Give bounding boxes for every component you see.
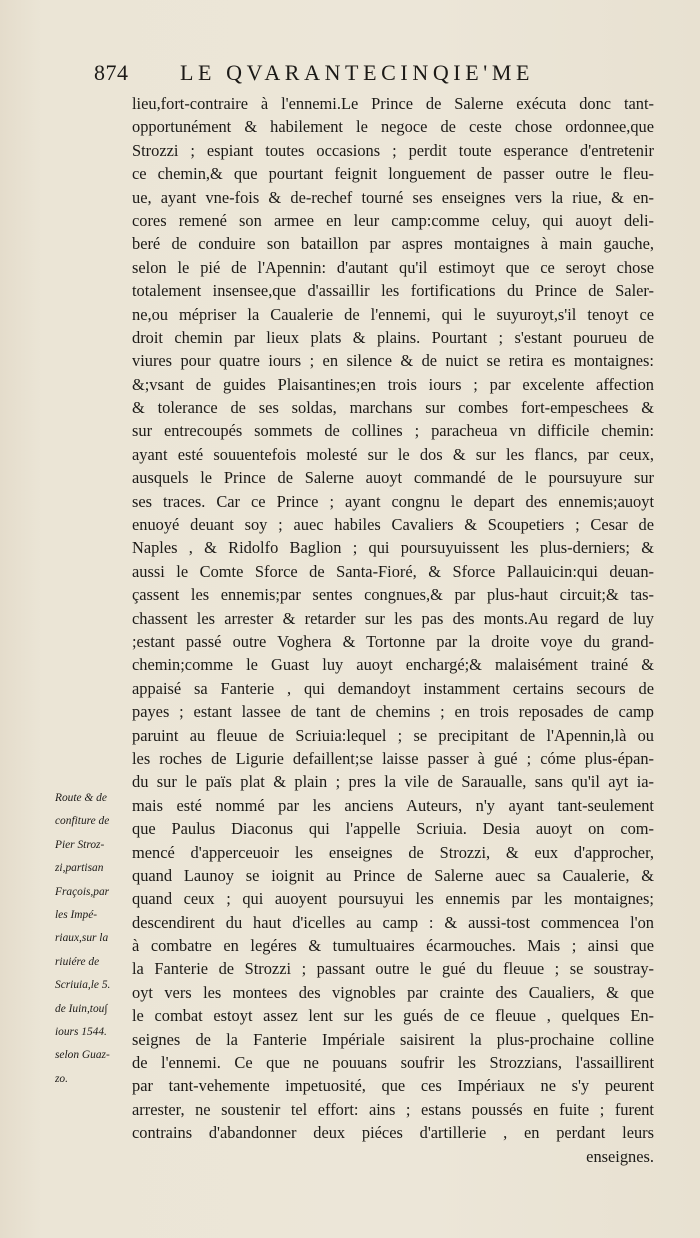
text-line: totalement insensee,que d'assaillir les fortifications du Prince de Saler-	[132, 281, 654, 301]
text-line: Strozzi ; espiant toutes occasions ; perdit toute esperance d'entretenir	[132, 140, 654, 160]
text-line: seignes de la Fanterie Impériale saisirent la plus-prochaine colline	[132, 1029, 654, 1049]
text-line: lieu,fort-contraire à l'ennemi.Le Prince de Salerne exécuta donc tant-	[132, 94, 654, 113]
text-line: chemin;comme le Guast luy auoyt enchargé;& malaisément trainé &	[132, 655, 654, 675]
text-line: ;estant passé outre Voghera & Tortonne par la droite voye du grand-	[132, 631, 654, 651]
page-number: 874	[94, 60, 129, 85]
text-line: les roches de Ligurie defaillent;se laisse passer à gué ; cóme plus-épan-	[132, 748, 654, 768]
margin-note-line: Route & de	[55, 792, 107, 804]
text-line: par tant-vehemente impetuosité, que ces Impériaux ne s'y peurent	[132, 1076, 654, 1096]
margin-note-line: Pier Stroz-	[55, 838, 105, 851]
text-line: ausquels le Prince de Salerne auoyt commandé de le poursuyure sur	[132, 468, 654, 488]
text-line: à combatre en legéres & tumultuaires écarmouches. Mais ; ainsi que	[132, 936, 654, 956]
margin-note-line: les Impé-	[55, 908, 98, 921]
margin-note-line: zi,partisan	[55, 862, 104, 875]
margin-note-line: iours 1544.	[55, 1025, 107, 1038]
text-line: quand ceux ; qui auoyent poursuyui les ennemis par les montaignes;	[132, 889, 654, 909]
text-line: enseignes.	[586, 1146, 654, 1166]
margin-note	[55, 787, 129, 1091]
margin-note-line: riaux,sur la	[55, 932, 109, 945]
text-line: le combat estoyt assez lent sur les gués de ce fleuue , quelques En-	[132, 1006, 654, 1026]
text-line: mais esté nommé par les anciens Auteurs, n'y ayant tant-seulement	[132, 795, 654, 815]
text-line: & tolerance de ses soldas, marchans sur combes fort-empeschees &	[132, 398, 654, 418]
text-line: mencé d'apperceuoir les enseignes de Strozzi, & eux d'approcher,	[132, 842, 654, 862]
text-line: arrester, ne soustenir tel effort: ains ; estans poussés en fuite ; furent	[132, 1099, 654, 1119]
page-header	[94, 60, 614, 86]
text-line: sur entrecoupés sommets de collines ; paracheua vn difficile chemin:	[132, 421, 654, 441]
text-line: ayant esté souuentefois molesté sur le dos & sur les flancs, par ceux,	[132, 444, 654, 464]
text-line: opportunément & habilement le negoce de ceste chose ordonnee,que	[132, 117, 654, 137]
text-line: çassent les ennemis;par sentes congnues,& par plus-haut circuit;& tas-	[132, 585, 654, 605]
text-line: Naples , & Ridolfo Baglion ; qui poursuyuissent les plus-derniers; &	[132, 538, 654, 558]
text-line: chassent les arrester & retarder sur les pas des monts.Au regard de luy	[132, 608, 654, 628]
text-line: beré de conduire son bataillon par aspres montaignes à main gauche,	[132, 234, 654, 254]
margin-note-line: riuiére de	[55, 955, 100, 968]
text-line: paruint au fleuue de Scriuia:lequel ; se precipitant de l'Apennin,là ou	[132, 725, 654, 745]
text-line: que Paulus Diaconus qui l'appelle Scriuia. Desia auoyt on com-	[132, 819, 654, 839]
margin-note-line: Scriuia,le 5.	[55, 979, 111, 992]
text-line: de l'ennemi. Ce que ne pouuans soufrir les Strozzians, l'assaillirent	[132, 1053, 654, 1073]
text-line: appaisé sa Fanterie , qui demandoyt instamment certains secours de	[132, 678, 654, 698]
margin-note-line: Fraçois,par	[55, 885, 110, 898]
text-line: ne,ou mépriser la Caualerie de l'ennemi, qui le suyuroyt,s'il tenoyt ce	[132, 304, 654, 324]
text-line: payes ; estant lassee de tant de chemins ; en trois reposades de camp	[132, 702, 654, 722]
text-line: la Fanterie de Strozzi ; passant outre le gué du fleuue ; se soustray-	[132, 959, 654, 979]
margin-note-line: confiture de	[55, 815, 110, 828]
text-line: viures pour quatre iours ; en silence & de nuict se retira es montaignes:	[132, 351, 654, 371]
text-line: enuoyé deuant soy ; auec habiles Cavaliers & Scoupetiers ; Cesar de	[132, 515, 654, 535]
text-line: quand Launoy se ioignit au Prince de Salerne auec sa Caualerie, &	[132, 865, 654, 885]
text-line: oyt vers les montees des vignobles par crainte des Caualiers, & que	[132, 982, 654, 1002]
body-text	[132, 92, 654, 1168]
margin-note-line: de Iuin,tou∫	[55, 1002, 108, 1015]
margin-note-line: zo.	[55, 1072, 68, 1085]
text-line: ce chemin,& que pourtant feignit longuement de passer outre le fleu-	[132, 164, 654, 184]
text-line: selon le pié de l'Apennin: d'autant qu'il estimoyt que ce seroyt chose	[132, 257, 654, 277]
text-line: cores remené son armee en leur camp:comme celuy, qui auoyt deli-	[132, 210, 654, 230]
text-line: droit chemin par lieux plats & plains. Pourtant ; s'estant pourueu de	[132, 327, 654, 347]
text-line: &;vsant de guides Plaisantines;en trois iours ; par excelente affection	[132, 374, 654, 394]
text-line: contrains d'abandonner deux piéces d'artillerie , en perdant leurs	[132, 1123, 654, 1143]
running-title: LE QVARANTECINQIE'ME	[180, 60, 535, 85]
text-line: du sur le païs plat & plain ; pres la vile de Saraualle, sans qu'il ayt ia-	[132, 772, 654, 792]
text-line: aussi le Comte Sforce de Santa-Fioré, & Sforce Pallauicin:qui deuan-	[132, 561, 654, 581]
text-line: ue, ayant vne-fois & de-rechef tourné ses enseignes vers la riue, & en-	[132, 187, 654, 207]
text-line: descendirent du haut d'icelles au camp : & aussi-tost commencea l'on	[132, 912, 654, 932]
margin-note-line: selon Guaz-	[55, 1049, 110, 1062]
text-line: ses traces. Car ce Prince ; ayant congnu le depart des ennemis;auoyt	[132, 491, 654, 511]
